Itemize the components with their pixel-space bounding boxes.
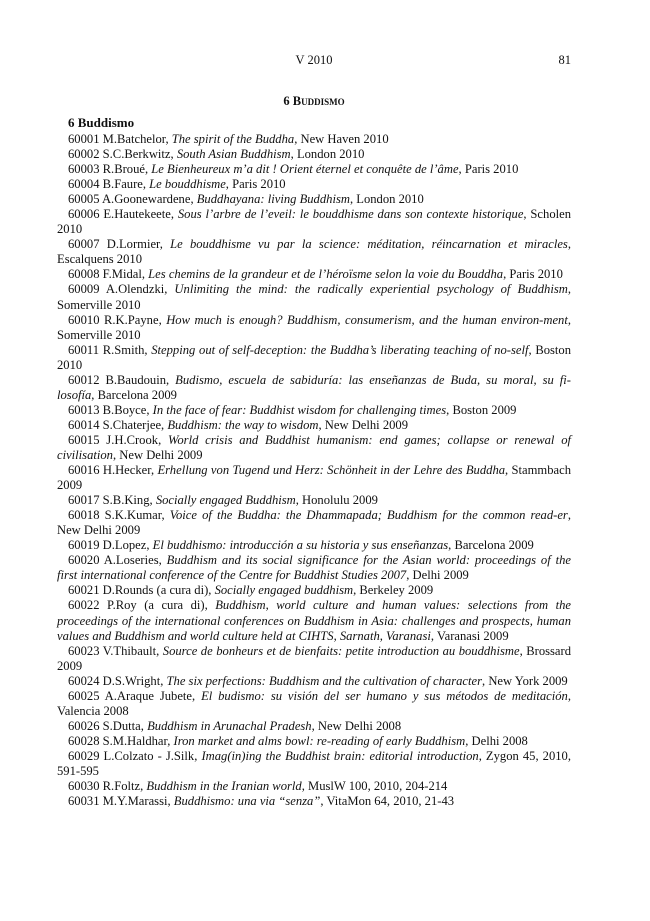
entry-author: B.Baudouin <box>105 372 167 387</box>
entry-publication: , Stammbach 2009 <box>57 463 572 493</box>
bibliography-entry: 60013 B.Boyce, In the face of fear: Buddhist wisdom for challenging times, Boston 2009 <box>68 402 517 417</box>
bibliography-entry: 60011 R.Smith, Stepping out of self-deception: the Buddha’s liberating teaching of no-self, Boston 2010 <box>57 342 572 372</box>
entry-title: Buddhism, world culture and human values: selections from the proceedings of the international conferences on Buddhism in Asia: challenges and prospects, human values and Buddhism and world culture held at CIHTS, Sarnath, Varanasi <box>57 598 572 643</box>
entry-title: Source de bonheurs et de bienfaits: petite introduction au bouddhisme <box>162 643 520 658</box>
entry-id: 60007 <box>68 237 100 252</box>
bibliography-entry: 60024 D.S.Wright, The six perfections: Buddhism and the cultivation of character, New York 2009 <box>68 673 568 688</box>
bibliography-entry: 60022 P.Roy (a cura di), Buddhism, world culture and human values: selections from the proceedings of the international conferences on Buddhism in Asia: challenges and prospects, human values and Buddhism and world culture held at CIHTS, Sarnath, Varanasi, Varanasi 2009 <box>57 598 572 643</box>
issue-label: V 2010 <box>295 53 333 67</box>
entry-publication: , London 2010 <box>290 147 365 162</box>
bibliography-entry: 60009 A.Olendzki, Unlimiting the mind: the radically experiential psychology of Buddhism, Somerville 2010 <box>57 282 571 312</box>
bibliography-entry: 60012 B.Baudouin, Budismo, escuela de sabiduría: las enseñanzas de Buda, su moral, su fi-losofía, Barcelona 2009 <box>57 372 571 402</box>
entry-id: 60012 <box>68 372 100 387</box>
entry-title: The spirit of the Buddha <box>171 132 295 146</box>
entry-id: 60013 <box>68 402 100 417</box>
entry-publication: , Delhi 2008 <box>465 733 528 748</box>
entry-author: R.Foltz <box>102 779 141 794</box>
bibliography-entry: 60028 S.M.Haldhar, Iron market and alms bowl: re-reading of early Buddhism, Delhi 2008 <box>68 733 528 748</box>
entry-id: 60001 <box>68 132 100 146</box>
entry-id: 60006 <box>68 207 100 222</box>
bibliography-entry: 60031 M.Y.Marassi, Buddhismo: una via “senza”, VitaMon 64, 2010, 21-43 <box>68 794 455 809</box>
entry-id: 60020 <box>68 553 100 568</box>
entry-author: S.K.Kumar <box>104 508 162 523</box>
entry-publication: , MuslW 100, 2010, 204-214 <box>301 779 448 794</box>
entry-author: S.Chaterjee <box>102 417 162 432</box>
bibliography-list <box>57 132 571 809</box>
entry-publication: , VitaMon 64, 2010, 21-43 <box>320 794 455 809</box>
entry-publication: , New York 2009 <box>482 673 568 688</box>
entry-id: 60018 <box>68 508 100 523</box>
entry-id: 60009 <box>68 282 100 297</box>
entry-author: P.Roy (a cura di) <box>106 598 205 613</box>
entry-title: How much is enough? Buddhism, consumerism, and the human environ-ment <box>166 312 568 327</box>
entry-publication: , Brossard 2009 <box>57 643 572 673</box>
entry-author: S.B.King <box>102 493 150 508</box>
entry-id: 60023 <box>68 643 100 658</box>
entry-title: Socially engaged buddhism <box>214 583 354 598</box>
entry-id: 60010 <box>68 312 100 327</box>
entry-author: A.Araque Jubete <box>104 688 193 703</box>
entry-id: 60002 <box>68 147 100 162</box>
entry-title: Buddhayana: living Buddhism <box>196 192 350 207</box>
entry-publication: , Honolulu 2009 <box>295 493 378 508</box>
entry-publication: , New Haven 2010 <box>294 132 389 146</box>
page-number: 81 <box>558 53 571 67</box>
entry-author: R.Broué <box>102 162 145 177</box>
entry-id: 60014 <box>68 417 100 432</box>
entry-author: S.M.Haldhar <box>102 733 168 748</box>
entry-title: Le bouddhisme <box>149 177 226 192</box>
entry-id: 60008 <box>68 267 100 282</box>
section-subheading: 6 Buddismo <box>68 115 135 130</box>
entry-id: 60005 <box>68 192 100 207</box>
entry-title: Le bouddhisme vu par la science: méditation, réincarnation et miracles <box>170 237 568 252</box>
entry-title: Sous l’arbre de l’eveil: le bouddhisme dans son contexte historique <box>177 207 524 222</box>
entry-publication: , New Delhi 2009 <box>57 508 571 538</box>
entry-publication: , Valencia 2008 <box>57 688 571 718</box>
bibliography-entry: 60015 J.H.Crook, World crisis and Buddhist humanism: end games; collapse or renewal of civilisation, New Delhi 2009 <box>57 432 572 462</box>
bibliography-entry: 60018 S.K.Kumar, Voice of the Buddha: the Dhammapada; Buddhism for the common read-er, New Delhi 2009 <box>57 508 571 538</box>
entry-id: 60017 <box>68 493 100 508</box>
entry-publication: , New Delhi 2008 <box>311 718 402 733</box>
entry-title: Socially engaged Buddhism <box>155 493 296 508</box>
bibliography-entry: 60029 L.Colzato - J.Silk, Imag(in)ing the Buddhist brain: editorial introduction, Zygon 45, 2010, 591-595 <box>57 748 571 778</box>
entry-author: R.K.Payne <box>103 312 159 327</box>
bibliography-entry: 60007 D.Lormier, Le bouddhisme vu par la science: méditation, réincarnation et miracles, Escalquens 2010 <box>57 237 571 267</box>
entry-id: 60016 <box>68 463 100 478</box>
bibliography-entry: 60017 S.B.King, Socially engaged Buddhism, Honolulu 2009 <box>68 493 378 508</box>
entry-publication: , Escalquens 2010 <box>57 237 571 267</box>
entry-author: S.Dutta <box>102 718 141 733</box>
bibliography-entry: 60004 B.Faure, Le bouddhisme, Paris 2010 <box>68 177 286 192</box>
entry-author: A.Goonewardene <box>101 192 191 207</box>
entry-title: Stepping out of self-deception: the Buddha’s liberating teaching of no-self <box>151 342 529 357</box>
entry-author: S.C.Berkwitz <box>102 147 171 162</box>
entry-author: E.Hautekeete <box>103 207 171 222</box>
entry-publication: , Barcelona 2009 <box>448 538 534 553</box>
entry-author: M.Y.Marassi <box>102 794 168 809</box>
entry-title: Erhellung von Tugend und Herz: Schönheit in der Lehre des Buddha <box>157 463 506 478</box>
entry-title: Les chemins de la grandeur et de l’héroïsme selon la voie du Bouddha <box>148 267 504 282</box>
bibliography-entry: 60005 A.Goonewardene, Buddhayana: living Buddhism, London 2010 <box>68 192 424 207</box>
entry-author: H.Hecker <box>102 463 151 478</box>
entry-author: L.Colzato - J.Silk <box>103 748 195 763</box>
entry-publication: , Paris 2010 <box>225 177 286 192</box>
entry-author: D.Rounds (a cura di) <box>102 583 209 598</box>
entry-title: Iron market and alms bowl: re-reading of early Buddhism <box>173 733 466 748</box>
entry-id: 60011 <box>68 342 100 357</box>
entry-id: 60025 <box>68 688 100 703</box>
entry-title: Buddhism in Arunachal Pradesh <box>147 718 312 733</box>
entry-title: In the face of fear: Buddhist wisdom for challenging times <box>152 402 447 417</box>
entry-author: D.Lormier <box>106 237 160 252</box>
running-head <box>57 53 571 69</box>
entry-author: B.Faure <box>102 177 143 192</box>
entry-id: 60022 <box>68 598 100 613</box>
entry-author: A.Olendzki <box>105 282 165 297</box>
entry-id: 60003 <box>68 162 100 177</box>
entry-id: 60015 <box>68 432 100 447</box>
entry-publication: , Delhi 2009 <box>406 568 469 583</box>
bibliography-entry: 60030 R.Foltz, Buddhism in the Iranian world, MuslW 100, 2010, 204-214 <box>68 779 448 794</box>
entry-publication: , London 2010 <box>349 192 424 207</box>
entry-title: Buddhismo: una via “senza” <box>173 794 321 809</box>
entry-publication: , Boston 2010 <box>57 342 572 372</box>
entry-title: Imag(in)ing the Buddhist brain: editorial introduction <box>201 748 479 763</box>
entry-id: 60024 <box>68 673 100 688</box>
entry-author: R.Smith <box>102 342 145 357</box>
entry-author: J.H.Crook <box>106 432 159 447</box>
entry-id: 60028 <box>68 733 100 748</box>
entry-author: M.Batchelor <box>102 132 166 146</box>
entry-publication: , Zygon 45, 2010, 591-595 <box>57 748 571 778</box>
bibliography-entry: 60026 S.Dutta, Buddhism in Arunachal Pradesh, New Delhi 2008 <box>68 718 402 733</box>
entry-publication: , Scholen 2010 <box>57 207 572 237</box>
entry-author: V.Thibault <box>102 643 157 658</box>
bibliography-entry: 60010 R.K.Payne, How much is enough? Buddhism, consumerism, and the human environ-ment, Somerville 2010 <box>57 312 571 342</box>
section-title: 6 Buddismo <box>283 94 345 108</box>
bibliography-entry: 60019 D.Lopez, El buddhismo: introducción a su historia y sus enseñanzas, Barcelona 2009 <box>68 538 534 553</box>
entry-title: The six perfections: Buddhism and the cultivation of character <box>166 673 483 688</box>
bibliography-entry: 60008 F.Midal, Les chemins de la grandeur et de l’héroïsme selon la voie du Bouddha, Paris 2010 <box>68 267 563 282</box>
entry-publication: , Varanasi 2009 <box>430 628 509 643</box>
bibliography-entry: 60003 R.Broué, Le Bienheureux m’a dit ! Orient éternel et conquête de l’âme, Paris 2010 <box>68 162 519 177</box>
bibliography-entry: 60025 A.Araque Jubete, El budismo: su visión del ser humano y sus métodos de meditación, Valencia 2008 <box>57 688 571 718</box>
entry-publication: , Paris 2010 <box>503 267 563 282</box>
entry-author: F.Midal <box>102 267 142 282</box>
entry-author: D.S.Wright <box>102 673 161 688</box>
bibliography-entry: 60006 E.Hautekeete, Sous l’arbre de l’eveil: le bouddhisme dans son contexte historique, Scholen 2010 <box>57 207 572 237</box>
entry-publication: , Paris 2010 <box>458 162 519 177</box>
entry-publication: , Barcelona 2009 <box>91 387 177 402</box>
bibliography-entry: 60014 S.Chaterjee, Buddhism: the way to wisdom, New Delhi 2009 <box>68 417 409 432</box>
entry-title: Buddhism in the Iranian world <box>146 779 302 794</box>
entry-title: El buddhismo: introducción a su historia y sus enseñanzas <box>152 538 449 553</box>
entry-id: 60030 <box>68 779 100 794</box>
entry-id: 60029 <box>68 748 100 763</box>
entry-title: Budismo, escuela de sabiduría: las enseñanzas de Buda, su moral, su fi-losofía <box>57 372 571 402</box>
bibliography-entry: 60001 M.Batchelor, The spirit of the Buddha, New Haven 2010 <box>68 132 389 146</box>
entry-id: 60019 <box>68 538 100 553</box>
entry-publication: , New Delhi 2009 <box>318 417 409 432</box>
entry-title: South Asian Buddhism <box>176 147 291 162</box>
bibliography-entry: 60023 V.Thibault, Source de bonheurs et de bienfaits: petite introduction au bouddhisme, Brossard 2009 <box>57 643 572 673</box>
bibliography-entry: 60002 S.C.Berkwitz, South Asian Buddhism, London 2010 <box>68 147 365 162</box>
bibliography-entry: 60020 A.Loseries, Buddhism and its social significance for the Asian world: proceedings of the first international conference of the Centre for Buddhist Studies 2007, Delhi 2009 <box>57 553 571 583</box>
entry-id: 60031 <box>68 794 100 809</box>
entry-publication: , Berkeley 2009 <box>353 583 434 598</box>
entry-author: B.Boyce <box>102 402 147 417</box>
entry-author: D.Lopez <box>102 538 147 553</box>
bibliography-entry: 60016 H.Hecker, Erhellung von Tugend und Herz: Schönheit in der Lehre des Buddha, Stammbach 2009 <box>57 463 572 493</box>
entry-title: Buddhism and its social significance for the Asian world: proceedings of the first international conference of the Centre for Buddhist Studies 2007 <box>57 553 571 583</box>
entry-title: Unlimiting the mind: the radically experiential psychology of Buddhism <box>174 282 568 297</box>
entry-id: 60021 <box>68 583 100 598</box>
entry-title: Voice of the Buddha: the Dhammapada; Buddhism for the common read-er <box>169 508 568 523</box>
entry-publication: , New Delhi 2009 <box>112 447 203 462</box>
entry-author: A.Loseries <box>103 553 159 568</box>
entry-id: 60004 <box>68 177 100 192</box>
entry-id: 60026 <box>68 718 100 733</box>
entry-title: Le Bienheureux m’a dit ! Orient éternel et conquête de l’âme <box>151 162 459 177</box>
bibliography-entry: 60021 D.Rounds (a cura di), Socially engaged buddhism, Berkeley 2009 <box>68 583 434 598</box>
entry-publication: , Somerville 2010 <box>57 312 571 342</box>
entry-publication: , Somerville 2010 <box>57 282 571 312</box>
entry-title: El budismo: su visión del ser humano y sus métodos de meditación <box>201 688 568 703</box>
entry-title: Buddhism: the way to wisdom <box>167 417 319 432</box>
entry-title: World crisis and Buddhist humanism: end games; collapse or renewal of civilisation <box>57 432 572 462</box>
entry-publication: , Boston 2009 <box>446 402 517 417</box>
